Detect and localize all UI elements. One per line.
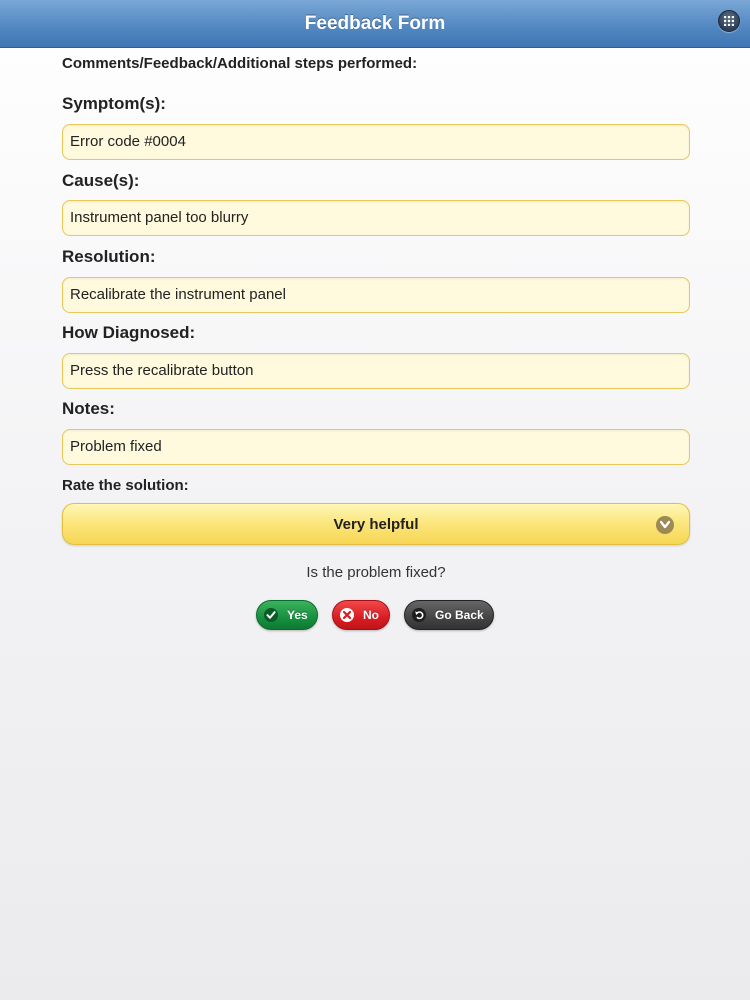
problem-fixed-question: Is the problem fixed? <box>306 564 446 581</box>
chevron-down-icon <box>656 516 674 534</box>
rating-select[interactable] <box>62 503 690 545</box>
symptoms-field[interactable]: Error code #0004 <box>62 124 690 160</box>
causes-field[interactable]: Instrument panel too blurry <box>62 200 690 236</box>
go-back-button-label: Go Back <box>435 608 484 622</box>
notes-field[interactable]: Problem fixed <box>62 429 690 465</box>
symptoms-label: Symptom(s): <box>62 94 166 113</box>
yes-button-label: Yes <box>287 608 308 622</box>
how-diagnosed-field[interactable]: Press the recalibrate button <box>62 353 690 389</box>
rating-selected-value: Very helpful <box>333 516 419 533</box>
yes-button[interactable] <box>256 600 318 630</box>
go-back-button[interactable] <box>404 600 494 630</box>
back-arrow-icon <box>412 608 426 622</box>
page-title: Feedback Form <box>304 13 446 34</box>
grid-menu-icon[interactable] <box>718 10 740 32</box>
no-button[interactable] <box>332 600 390 630</box>
header-bar <box>0 0 750 48</box>
check-icon <box>264 608 278 622</box>
how-diagnosed-label: How Diagnosed: <box>62 323 196 342</box>
no-button-label: No <box>363 608 379 622</box>
resolution-field[interactable]: Recalibrate the instrument panel <box>62 277 690 313</box>
notes-label: Notes: <box>62 399 115 418</box>
causes-label: Cause(s): <box>62 171 140 190</box>
resolution-label: Resolution: <box>62 247 156 266</box>
rating-label: Rate the solution: <box>62 477 189 494</box>
section-heading: Comments/Feedback/Additional steps performed: <box>62 55 418 72</box>
close-icon <box>340 608 354 622</box>
